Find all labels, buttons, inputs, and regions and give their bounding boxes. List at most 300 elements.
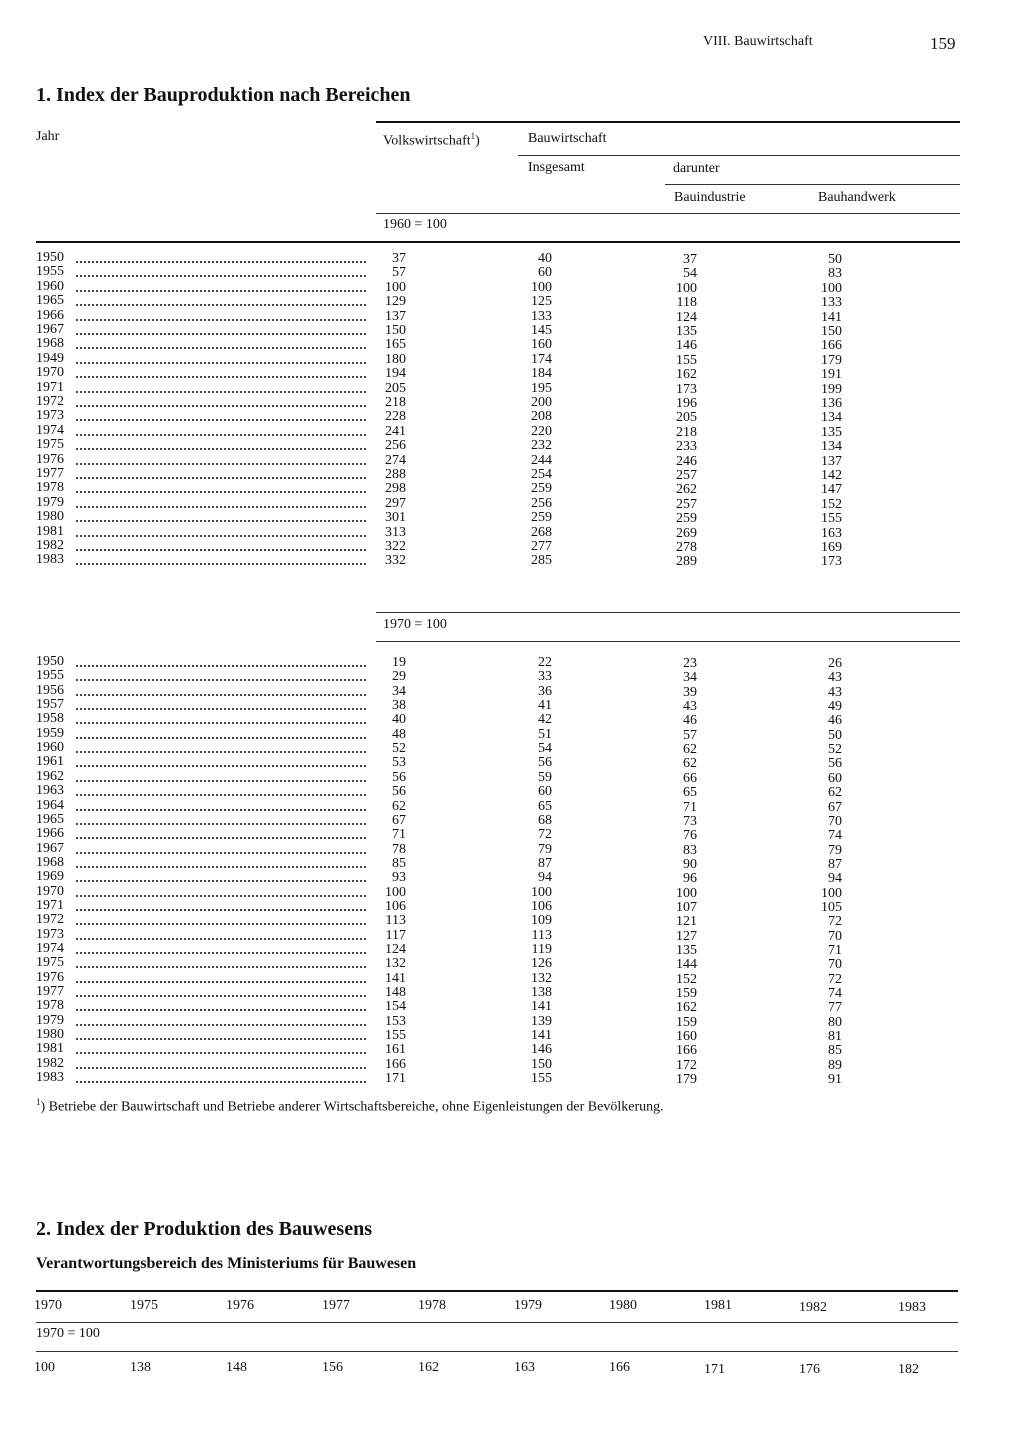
row-year: 1973 — [36, 408, 64, 424]
table-row — [0, 552, 1024, 570]
table2-year: 1975 — [130, 1298, 158, 1313]
leader-dots — [76, 999, 366, 1011]
rule-bauwirtschaft — [518, 155, 960, 156]
leader-dots — [76, 784, 366, 796]
cell-value: 166 — [385, 1056, 406, 1072]
cell-value: 37 — [683, 252, 697, 267]
cell-value: 118 — [676, 295, 697, 311]
table-row — [0, 381, 1024, 395]
cell-value: 43 — [828, 684, 842, 700]
cell-value: 76 — [683, 828, 697, 844]
cell-value: 259 — [531, 510, 552, 526]
cell-value: 150 — [531, 1056, 552, 1072]
cell-value: 142 — [821, 468, 842, 483]
leader-dots — [76, 467, 366, 479]
leader-dots — [76, 956, 366, 968]
cell-value: 256 — [531, 495, 552, 511]
row-year: 1967 — [36, 322, 64, 337]
cell-value: 80 — [828, 1014, 842, 1030]
table-row — [0, 408, 1024, 426]
leader-dots — [76, 525, 366, 537]
cell-value: 56 — [392, 769, 406, 785]
cell-value: 150 — [821, 324, 842, 339]
cell-value: 285 — [531, 553, 552, 569]
leader-dots — [76, 1057, 366, 1069]
leader-dots — [76, 971, 366, 983]
cell-value: 135 — [821, 424, 842, 440]
cell-value: 133 — [531, 308, 552, 324]
header-bauindustrie: Bauindustrie — [674, 190, 746, 205]
cell-value: 121 — [676, 914, 697, 930]
cell-value: 246 — [676, 453, 697, 469]
table2-title: 2. Index der Produktion des Bauwesens — [36, 1218, 372, 1240]
cell-value: 43 — [828, 670, 842, 686]
cell-value: 57 — [392, 265, 406, 281]
table2-year: 1981 — [704, 1298, 732, 1313]
cell-value: 49 — [828, 699, 842, 715]
table-row — [0, 869, 1024, 887]
cell-value: 144 — [676, 957, 697, 973]
table1-top-rule — [376, 121, 960, 123]
cell-value: 90 — [683, 856, 697, 872]
cell-value: 233 — [676, 439, 697, 455]
cell-value: 134 — [821, 439, 842, 455]
cell-value: 179 — [676, 1072, 697, 1088]
cell-value: 159 — [676, 1014, 697, 1030]
cell-value: 254 — [531, 467, 552, 482]
cell-value: 155 — [676, 352, 697, 368]
cell-value: 194 — [385, 366, 406, 382]
cell-value: 67 — [828, 799, 842, 815]
cell-value: 256 — [385, 438, 406, 454]
cell-value: 100 — [676, 885, 697, 901]
cell-value: 100 — [531, 884, 552, 900]
table2-year: 1976 — [226, 1298, 254, 1313]
leader-dots — [76, 381, 366, 393]
footnote: $^1$) Betriebe der Bauwirtschaft und Betriebe anderer Wirtschaftsbereiche, ohne Eigenleistungen der Bevölkerung. — [36, 1097, 664, 1115]
cell-value: 100 — [531, 279, 552, 295]
cell-value: 146 — [676, 338, 697, 354]
table2-value: 176 — [799, 1362, 820, 1377]
table-row — [0, 942, 1024, 956]
row-year: 1955 — [36, 264, 64, 280]
cell-value: 72 — [828, 971, 842, 987]
cell-value: 136 — [821, 396, 842, 411]
row-year: 1970 — [36, 365, 64, 381]
row-year: 1976 — [36, 969, 64, 985]
cell-value: 62 — [683, 756, 697, 772]
cell-value: 71 — [392, 827, 406, 843]
table-row — [0, 264, 1024, 282]
table2-subtitle: Verantwortungsbereich des Ministeriums für Bauwesen — [36, 1255, 417, 1272]
cell-value: 262 — [676, 482, 697, 498]
cell-value: 313 — [385, 524, 406, 540]
table2-value: 166 — [609, 1360, 630, 1375]
row-year: 1977 — [36, 466, 64, 481]
cell-value: 195 — [531, 380, 552, 396]
cell-value: 113 — [531, 927, 552, 943]
cell-value: 205 — [676, 410, 697, 426]
table-row — [0, 727, 1024, 741]
cell-value: 124 — [385, 942, 406, 957]
cell-value: 46 — [683, 713, 697, 729]
cell-value: 301 — [385, 510, 406, 526]
row-year: 1968 — [36, 854, 64, 870]
row-year: 1979 — [36, 494, 64, 510]
cell-value: 56 — [828, 756, 842, 772]
row-year: 1982 — [36, 1055, 64, 1071]
cell-value: 191 — [821, 367, 842, 383]
cell-value: 40 — [392, 712, 406, 728]
leader-dots — [76, 1071, 366, 1083]
cell-value: 56 — [392, 784, 406, 800]
cell-value: 288 — [385, 467, 406, 482]
cell-value: 50 — [828, 252, 842, 267]
table-row — [0, 352, 1024, 366]
cell-value: 59 — [538, 769, 552, 785]
leader-dots — [76, 510, 366, 522]
cell-value: 289 — [676, 554, 697, 570]
cell-value: 155 — [531, 1071, 552, 1087]
row-year: 1966 — [36, 826, 64, 842]
row-year: 1960 — [36, 278, 64, 294]
table-row — [0, 971, 1024, 985]
leader-dots — [76, 899, 366, 911]
leader-dots — [76, 712, 366, 724]
cell-value: 71 — [683, 799, 697, 815]
table-row — [0, 955, 1024, 973]
table-row — [0, 783, 1024, 801]
table-row — [0, 453, 1024, 467]
leader-dots — [76, 842, 366, 854]
cell-value: 100 — [821, 885, 842, 901]
cell-value: 172 — [676, 1057, 697, 1073]
cell-value: 37 — [392, 251, 406, 266]
cell-value: 72 — [828, 914, 842, 930]
leader-dots — [76, 942, 366, 954]
cell-value: 60 — [538, 784, 552, 800]
cell-value: 113 — [385, 913, 406, 929]
table-row — [0, 668, 1024, 686]
cell-value: 66 — [683, 770, 697, 786]
table-row — [0, 842, 1024, 856]
cell-value: 141 — [531, 1028, 552, 1044]
footnote-ref: 1 — [470, 131, 476, 141]
cell-value: 228 — [385, 409, 406, 425]
cell-value: 124 — [676, 309, 697, 325]
rule-base2-top — [376, 612, 960, 613]
table-row — [0, 928, 1024, 942]
leader-dots — [76, 438, 366, 450]
cell-value: 278 — [676, 540, 697, 555]
cell-value: 52 — [828, 742, 842, 758]
cell-value: 129 — [385, 294, 406, 310]
cell-value: 107 — [676, 899, 697, 915]
row-year: 1975 — [36, 437, 64, 453]
cell-value: 42 — [538, 712, 552, 728]
table2-base-label: 1970 = 100 — [36, 1326, 100, 1341]
cell-value: 274 — [385, 452, 406, 468]
row-year: 1950 — [36, 654, 64, 669]
header-bauhandwerk: Bauhandwerk — [818, 190, 896, 205]
table-row — [0, 856, 1024, 870]
table-row — [0, 813, 1024, 827]
cell-value: 220 — [531, 423, 552, 439]
row-year: 1965 — [36, 811, 64, 827]
table-row — [0, 509, 1024, 527]
cell-value: 40 — [538, 251, 552, 266]
leader-dots — [76, 813, 366, 825]
row-year: 1980 — [36, 1027, 64, 1043]
table-row — [0, 525, 1024, 539]
leader-dots — [76, 1028, 366, 1040]
cell-value: 52 — [392, 741, 406, 757]
cell-value: 169 — [821, 540, 842, 555]
cell-value: 141 — [821, 309, 842, 325]
cell-value: 65 — [538, 798, 552, 814]
cell-value: 51 — [538, 726, 552, 742]
leader-dots — [76, 928, 366, 940]
cell-value: 162 — [676, 1000, 697, 1016]
cell-value: 241 — [385, 423, 406, 439]
table2-mid-rule — [36, 1322, 958, 1323]
row-year: 1981 — [36, 523, 64, 539]
row-year: 1961 — [36, 754, 64, 770]
table-row — [0, 251, 1024, 265]
row-year: 1983 — [36, 552, 64, 568]
row-year: 1970 — [36, 883, 64, 899]
row-year: 1963 — [36, 783, 64, 799]
table-row — [0, 1027, 1024, 1045]
table-row — [0, 711, 1024, 729]
cell-value: 38 — [392, 698, 406, 714]
table-row — [0, 323, 1024, 337]
row-year: 1978 — [36, 480, 64, 496]
cell-value: 257 — [676, 496, 697, 512]
table-row — [0, 770, 1024, 784]
cell-value: 72 — [538, 827, 552, 843]
leader-dots — [76, 337, 366, 349]
cell-value: 174 — [531, 351, 552, 367]
row-year: 1978 — [36, 998, 64, 1014]
leader-dots — [76, 985, 366, 997]
leader-dots — [76, 827, 366, 839]
leader-dots — [76, 251, 366, 263]
row-year: 1973 — [36, 926, 64, 942]
cell-value: 148 — [385, 985, 406, 1001]
row-year: 1974 — [36, 422, 64, 438]
cell-value: 173 — [676, 381, 697, 397]
cell-value: 87 — [538, 855, 552, 871]
leader-dots — [76, 1014, 366, 1026]
cell-value: 57 — [683, 727, 697, 743]
cell-value: 34 — [392, 683, 406, 699]
cell-value: 160 — [531, 337, 552, 353]
cell-value: 65 — [683, 785, 697, 801]
header-volkswirtschaft: Volkswirtschaft$^1$) — [383, 131, 480, 149]
cell-value: 139 — [531, 1013, 552, 1029]
cell-value: 232 — [531, 438, 552, 454]
table1-head-bottom-rule — [36, 241, 960, 243]
table-row — [0, 799, 1024, 813]
cell-value: 171 — [385, 1071, 406, 1087]
cell-value: 154 — [385, 999, 406, 1015]
table2-value: 148 — [226, 1360, 247, 1375]
cell-value: 78 — [392, 841, 406, 857]
table2-year: 1970 — [34, 1298, 62, 1313]
leader-dots — [76, 799, 366, 811]
cell-value: 132 — [531, 970, 552, 986]
cell-value: 155 — [821, 511, 842, 527]
cell-value: 137 — [821, 453, 842, 469]
cell-value: 62 — [828, 785, 842, 801]
row-year: 1972 — [36, 394, 64, 409]
leader-dots — [76, 727, 366, 739]
base-label-1970: 1970 = 100 — [383, 617, 447, 632]
cell-value: 22 — [538, 655, 552, 670]
cell-value: 54 — [538, 741, 552, 757]
table-row — [0, 395, 1024, 409]
cell-value: 43 — [683, 699, 697, 715]
cell-value: 100 — [385, 884, 406, 900]
table-row — [0, 280, 1024, 294]
cell-value: 79 — [538, 841, 552, 857]
cell-value: 166 — [821, 338, 842, 354]
cell-value: 74 — [828, 828, 842, 844]
cell-value: 56 — [538, 755, 552, 771]
cell-value: 109 — [531, 913, 552, 929]
cell-value: 73 — [683, 813, 697, 829]
cell-value: 79 — [828, 842, 842, 858]
cell-value: 106 — [531, 898, 552, 914]
cell-value: 68 — [538, 812, 552, 828]
row-year: 1969 — [36, 869, 64, 885]
leader-dots — [76, 885, 366, 897]
cell-value: 100 — [385, 279, 406, 295]
cell-value: 208 — [531, 409, 552, 425]
cell-value: 62 — [392, 798, 406, 814]
table-row — [0, 684, 1024, 698]
cell-value: 165 — [385, 337, 406, 353]
cell-value: 85 — [828, 1043, 842, 1059]
rule-base1 — [376, 213, 960, 214]
rule-darunter — [665, 184, 960, 185]
row-year: 1965 — [36, 293, 64, 309]
table-row — [0, 1041, 1024, 1059]
table-row — [0, 496, 1024, 510]
table-row — [0, 984, 1024, 1002]
row-year: 1979 — [36, 1012, 64, 1028]
table2-value: 100 — [34, 1360, 55, 1375]
cell-value: 218 — [385, 395, 406, 410]
cell-value: 218 — [676, 424, 697, 440]
cell-value: 163 — [821, 525, 842, 541]
cell-value: 146 — [531, 1042, 552, 1058]
cell-value: 257 — [676, 468, 697, 483]
page-number: 159 — [930, 34, 956, 53]
table-row — [0, 826, 1024, 844]
row-year: 1972 — [36, 912, 64, 928]
header-insgesamt: Insgesamt — [528, 160, 585, 175]
header-darunter: darunter — [673, 161, 720, 176]
row-year: 1971 — [36, 897, 64, 913]
cell-value: 71 — [828, 943, 842, 958]
cell-value: 138 — [531, 985, 552, 1001]
leader-dots — [76, 366, 366, 378]
cell-value: 41 — [538, 698, 552, 714]
cell-value: 60 — [828, 770, 842, 786]
cell-value: 268 — [531, 524, 552, 540]
leader-dots — [76, 309, 366, 321]
rule-base2-bottom — [376, 641, 960, 642]
table-row — [0, 697, 1024, 715]
cell-value: 48 — [392, 726, 406, 742]
leader-dots — [76, 870, 366, 882]
cell-value: 127 — [676, 928, 697, 944]
row-year: 1971 — [36, 379, 64, 395]
cell-value: 161 — [385, 1042, 406, 1058]
cell-value: 145 — [531, 323, 552, 338]
cell-value: 70 — [828, 813, 842, 829]
cell-value: 29 — [392, 669, 406, 685]
cell-value: 199 — [821, 381, 842, 397]
cell-value: 70 — [828, 957, 842, 973]
cell-value: 117 — [385, 927, 406, 943]
leader-dots — [76, 755, 366, 767]
row-year: 1955 — [36, 668, 64, 684]
cell-value: 100 — [821, 280, 842, 296]
table-row — [0, 885, 1024, 899]
table2-value: 138 — [130, 1360, 151, 1375]
cell-value: 132 — [385, 956, 406, 972]
cell-value: 162 — [676, 367, 697, 383]
cell-value: 23 — [683, 656, 697, 671]
cell-value: 155 — [385, 1028, 406, 1044]
cell-value: 70 — [828, 928, 842, 944]
row-year: 1982 — [36, 538, 64, 553]
cell-value: 26 — [828, 656, 842, 671]
cell-value: 87 — [828, 856, 842, 872]
cell-value: 196 — [676, 396, 697, 411]
cell-value: 152 — [821, 496, 842, 512]
table-row — [0, 467, 1024, 481]
table-row — [0, 1014, 1024, 1028]
leader-dots — [76, 409, 366, 421]
table2-value: 156 — [322, 1360, 343, 1375]
cell-value: 77 — [828, 1000, 842, 1016]
cell-value: 150 — [385, 323, 406, 338]
cell-value: 141 — [385, 970, 406, 986]
leader-dots — [76, 265, 366, 277]
cell-value: 125 — [531, 294, 552, 310]
leader-dots — [76, 424, 366, 436]
cell-value: 147 — [821, 482, 842, 498]
cell-value: 83 — [683, 842, 697, 858]
cell-value: 126 — [531, 956, 552, 972]
cell-value: 135 — [676, 324, 697, 339]
cell-value: 60 — [538, 265, 552, 281]
table2-year: 1983 — [898, 1300, 926, 1315]
cell-value: 152 — [676, 971, 697, 987]
cell-value: 50 — [828, 727, 842, 743]
table2-base-rule — [36, 1351, 958, 1352]
leader-dots — [76, 496, 366, 508]
cell-value: 96 — [683, 871, 697, 887]
cell-value: 94 — [828, 871, 842, 887]
leader-dots — [76, 294, 366, 306]
leader-dots — [76, 856, 366, 868]
table2-year: 1980 — [609, 1298, 637, 1313]
